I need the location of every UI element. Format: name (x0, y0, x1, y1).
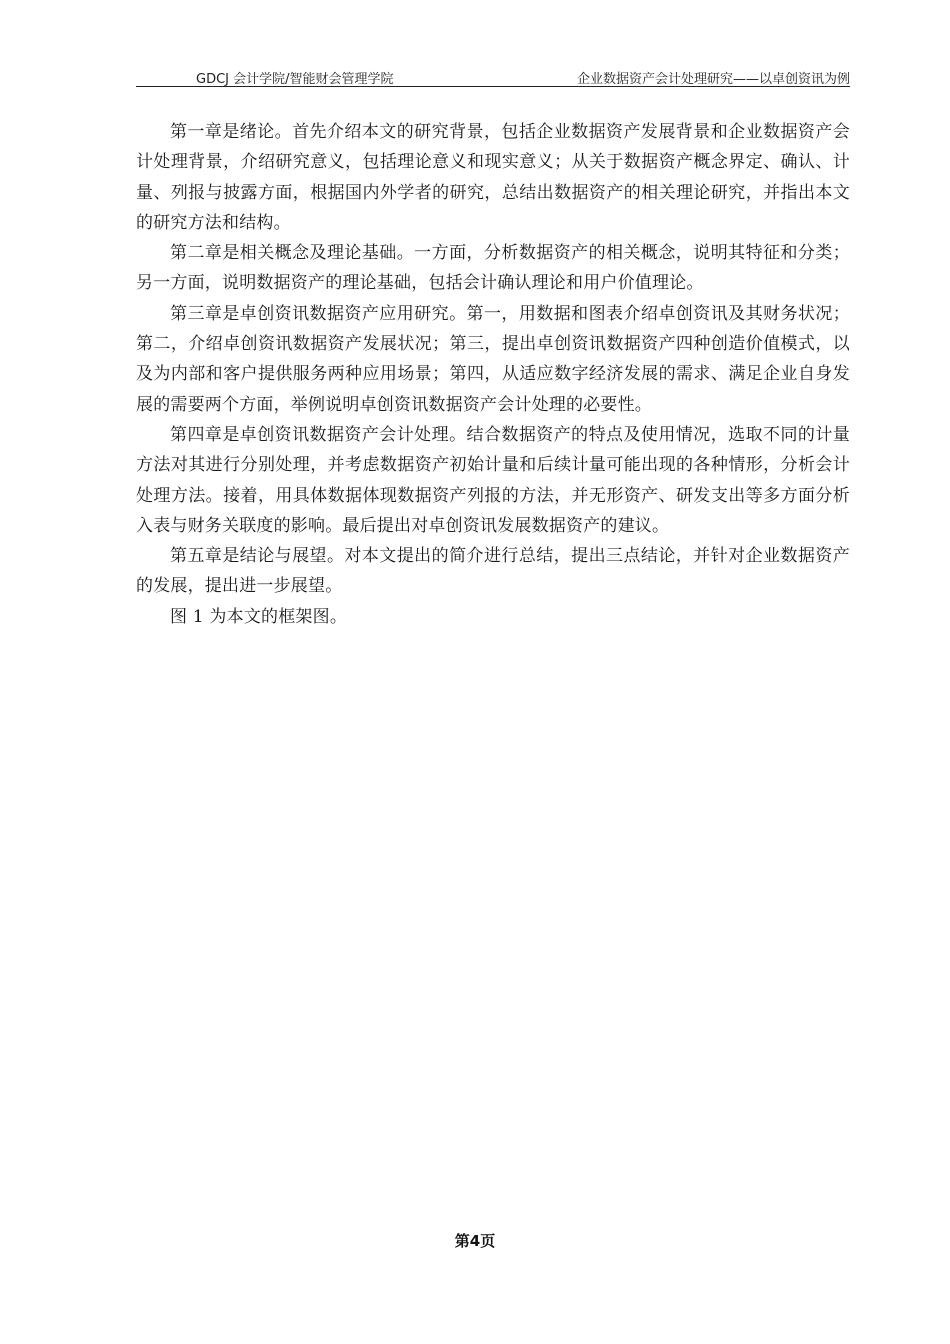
page-header (136, 66, 850, 87)
paragraph-chapter-2: 第二章是相关概念及理论基础。一方面，分析数据资产的相关概念，说明其特征和分类；另一方面，说明数据资产的理论基础，包括会计确认理论和用户价值理论。 (136, 243, 850, 294)
header-thesis-title: 企业数据资产会计处理研究——以卓创资讯为例 (576, 72, 850, 87)
header-institution: GDCJ 会计学院/智能财会管理学院 (196, 72, 394, 87)
paragraph-figure-reference: 图 1 为本文的框架图。 (170, 606, 348, 627)
paragraph-chapter-4: 第四章是卓创资讯数据资产会计处理。结合数据资产的特点及使用情况，选取不同的计量方法对其进行分别处理，并考虑数据资产初始计量和后续计量可能出现的各种情形，分析会计处理方法。接着，用具体数据体现数据资产列报的方法，并无形资产、研发支出等多方面分析入表与财务关联度的影响。最后提出对卓创资讯发展数据资产的建议。 (136, 424, 850, 536)
paragraph-chapter-5: 第五章是结论与展望。对本文提出的简介进行总结，提出三点结论，并针对企业数据资产的发展，提出进一步展望。 (136, 546, 850, 597)
paragraph-chapter-1: 第一章是绪论。首先介绍本文的研究背景，包括企业数据资产发展背景和企业数据资产会计处理背景，介绍研究意义，包括理论意义和现实意义；从关于数据资产概念界定、确认、计量、列报与披露方面，根据国内外学者的研究，总结出数据资产的相关理论研究，并指出本文的研究方法和结构。 (136, 122, 850, 233)
paragraph-chapter-3: 第三章是卓创资讯数据资产应用研究。第一，用数据和图表介绍卓创资讯及其财务状况；第二，介绍卓创资讯数据资产发展状况；第三，提出卓创资讯数据资产四种创造价值模式，以及为内部和客户提供服务两种应用场景；第四，从适应数字经济发展的需求、满足企业自身发展的需要两个方面，举例说明卓创资讯数据资产会计处理的必要性。 (136, 303, 850, 415)
body-text (136, 117, 850, 632)
page-number: 第4页 (454, 1232, 496, 1250)
